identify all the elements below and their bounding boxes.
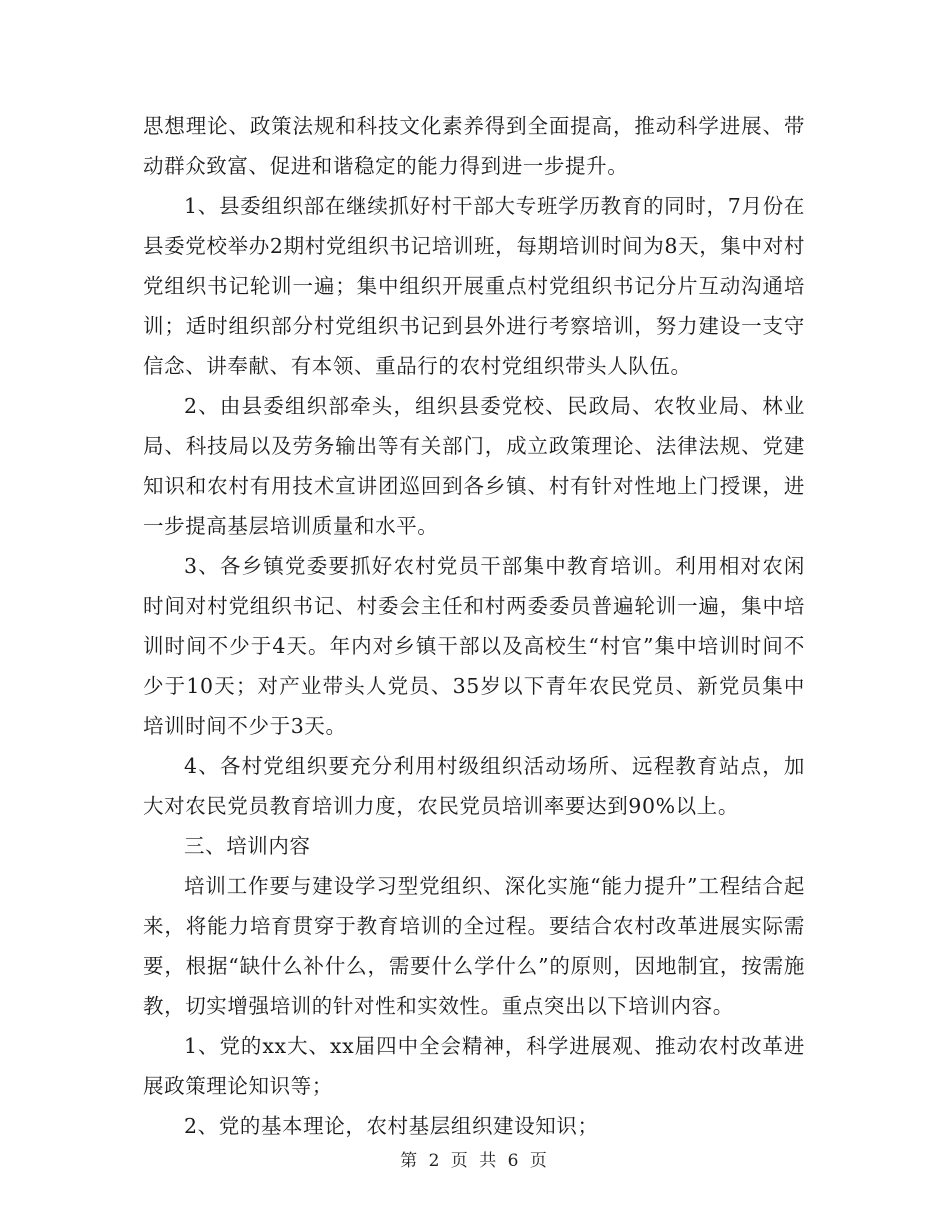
paragraph-6: 培训工作要与建设学习型党组织、深化实施“能力提升”工程结合起来，将能力培育贯穿于教育培训的全过程。要结合农村改革进展实际需要，根据“缺什么补什么，需要什么学什么”的原则，因地制宜，按需施教，切实增强培训的针对性和实效性。重点突出以下培训内容。 xyxy=(143,874,805,1018)
paragraph-8: 2、党的基本理论，农村基层组织建设知识； xyxy=(184,1114,599,1138)
paragraph-0: 思想理论、政策法规和科技文化素养得到全面提高，推动科学进展、带动群众致富、促进和谐稳定的能力得到进一步提升。 xyxy=(143,114,805,178)
paragraph-2: 2、由县委组织部牵头，组织县委党校、民政局、农牧业局、林业局、科技局以及劳务输出等有关部门，成立政策理论、法律法规、党建知识和农村有用技术宣讲团巡回到各乡镇、村有针对性地上门授课，进一步提高基层培训质量和水平。 xyxy=(143,394,805,538)
section-heading: 三、培训内容 xyxy=(184,834,311,858)
document-body xyxy=(143,106,805,1146)
page-number-footer: 第 2 页 共 6 页 xyxy=(400,1151,550,1171)
paragraph-3: 3、各乡镇党委要抓好农村党员干部集中教育培训。利用相对农闲时间对村党组织书记、村委会主任和村两委委员普遍轮训一遍，集中培训时间不少于4天。年内对乡镇干部以及高校生“村官”集中培训时间不少于10天；对产业带头人党员、35岁以下青年农民党员、新党员集中培训时间不少于3天。 xyxy=(143,554,805,738)
paragraph-4: 4、各村党组织要充分利用村级组织活动场所、远程教育站点，加大对农民党员教育培训力度，农民党员培训率要达到90%以上。 xyxy=(143,754,805,818)
paragraph-1: 1、县委组织部在继续抓好村干部大专班学历教育的同时，7月份在县委党校举办2期村党组织书记培训班，每期培训时间为8天，集中对村党组织书记轮训一遍；集中组织开展重点村党组织书记分片互动沟通培训；适时组织部分村党组织书记到县外进行考察培训，努力建设一支守信念、讲奉献、有本领、重品行的农村党组织带头人队伍。 xyxy=(143,194,805,378)
paragraph-7: 1、党的xx大、xx届四中全会精神，科学进展观、推动农村改革进展政策理论知识等； xyxy=(143,1034,805,1098)
